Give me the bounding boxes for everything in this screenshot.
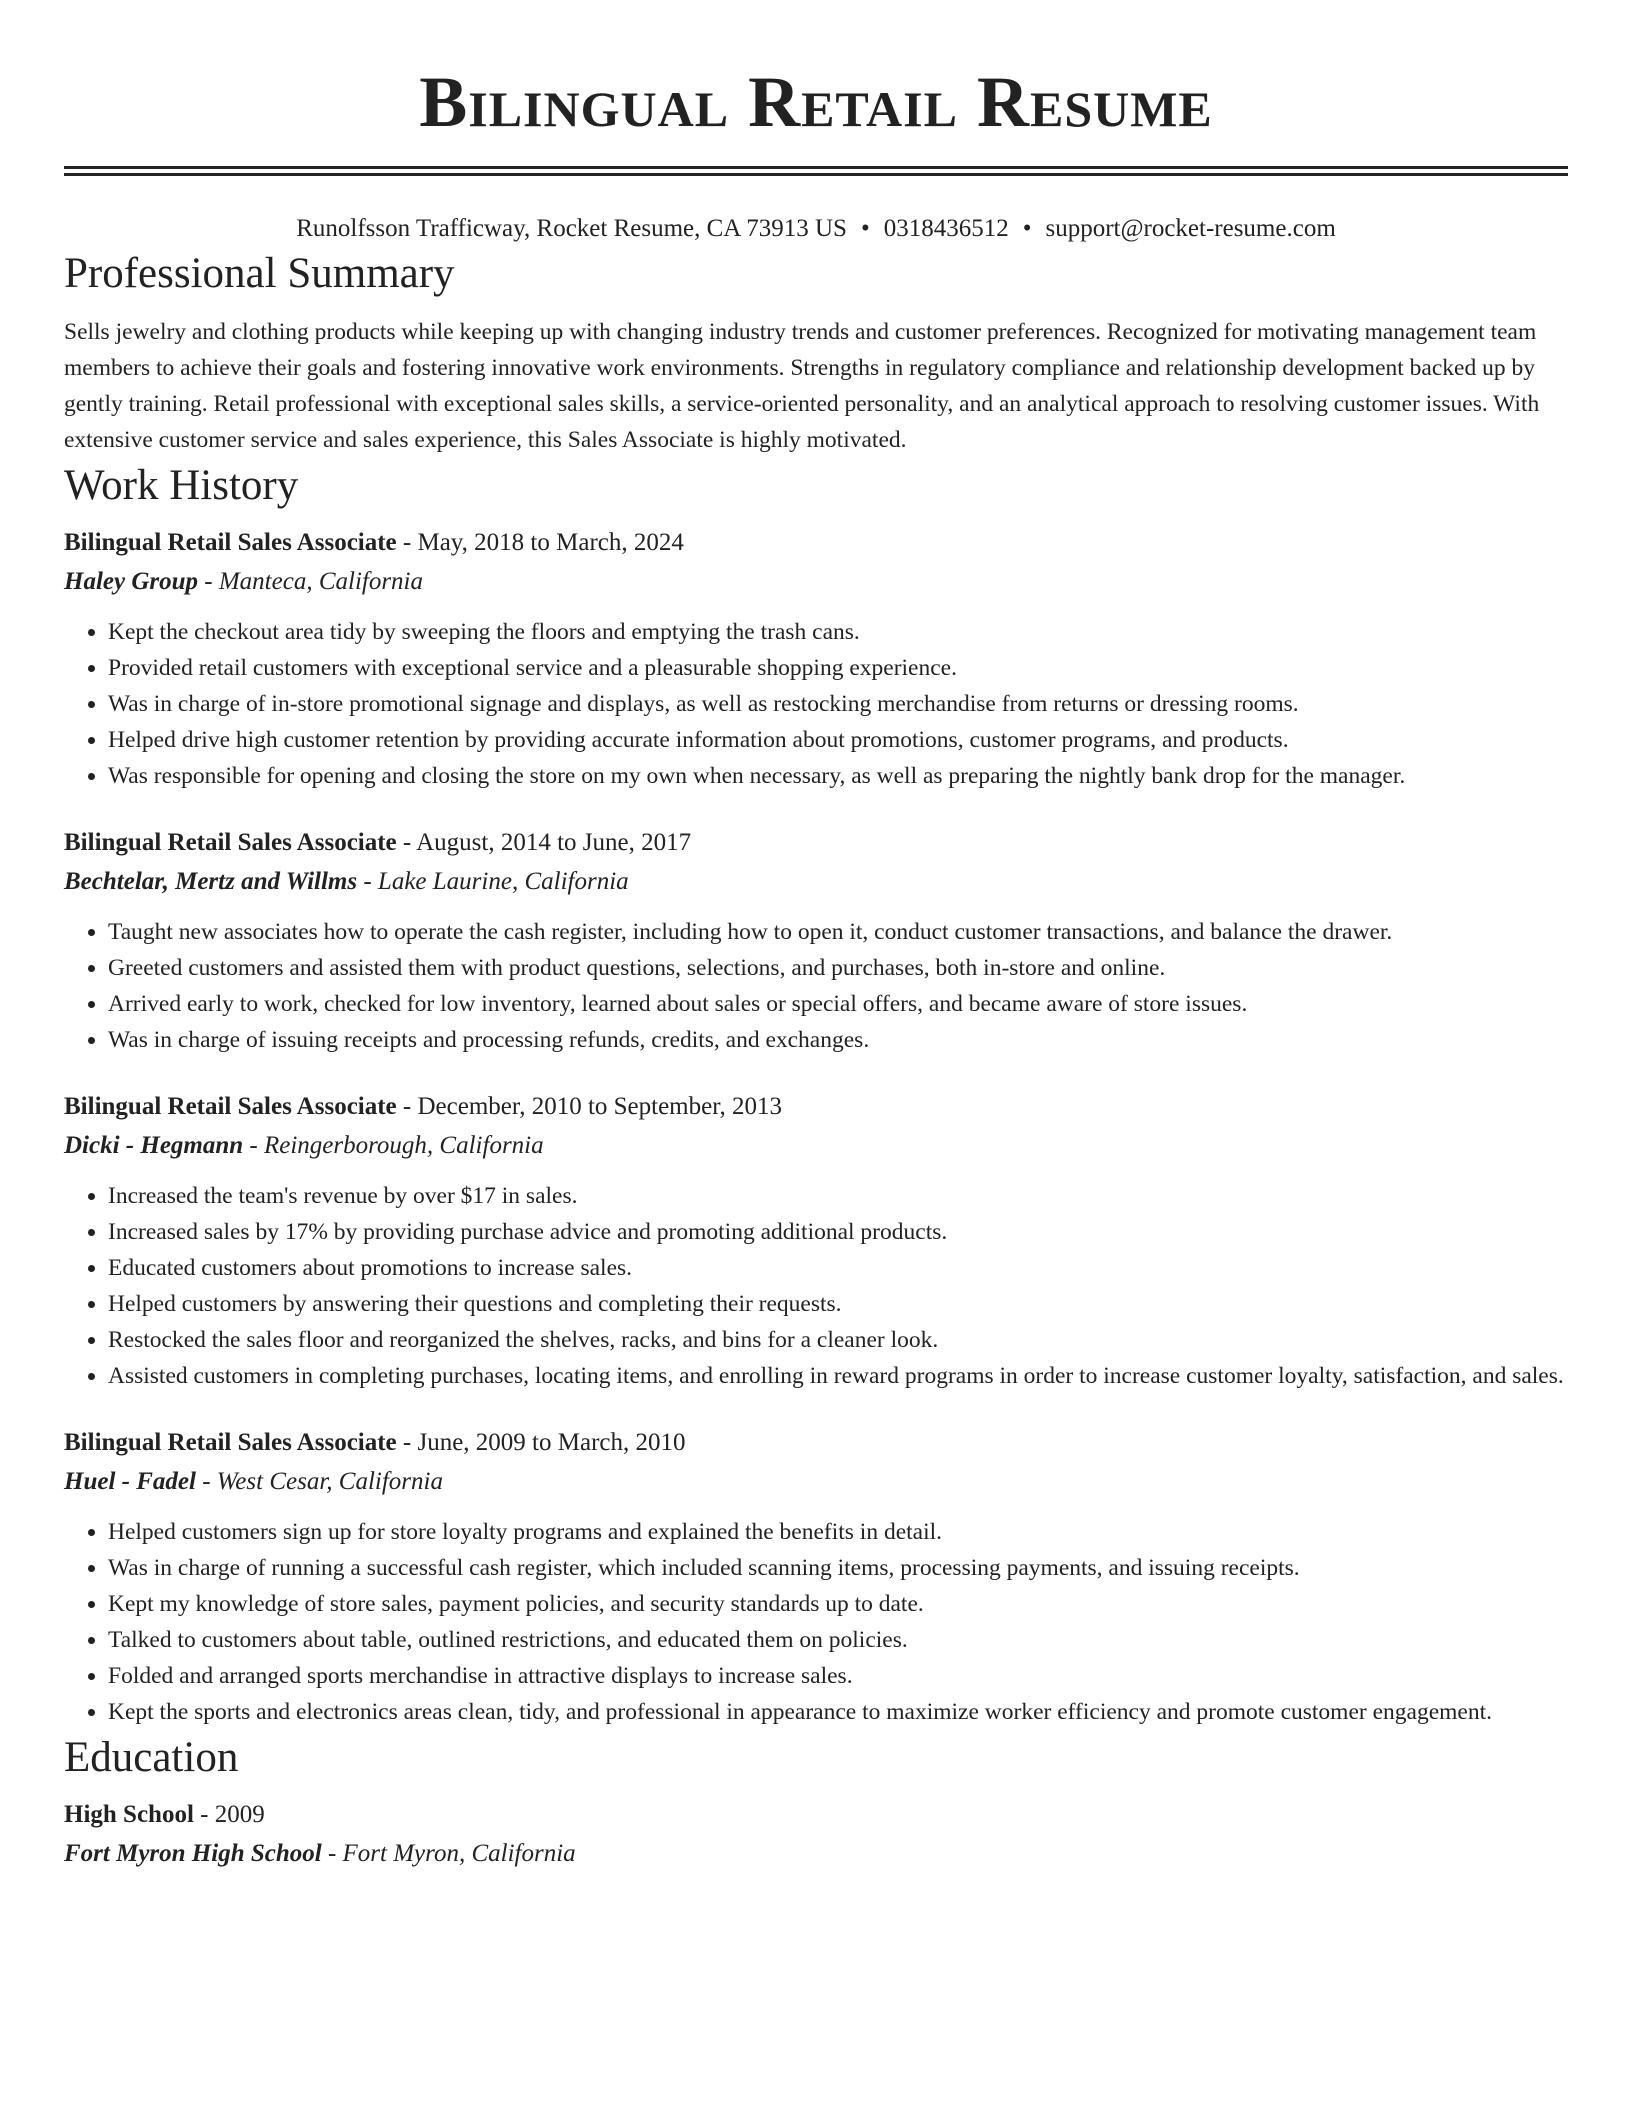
job-duty-item: • Greeted customers and assisted them with product questions, selections, and purchases, both in-store and online. — [108, 950, 1568, 986]
job-entry — [64, 1424, 1568, 1730]
job-location: - West Cesar, California — [195, 1468, 443, 1495]
job-entry — [64, 824, 1568, 1058]
job-duty-item: • Was in charge of in-store promotional signage and displays, as well as restocking merchandise from returns or dressing rooms. — [108, 686, 1568, 722]
job-duty-item: • Helped drive high customer retention by providing accurate information about promotions, customer programs, and products. — [108, 722, 1568, 758]
job-location: - Manteca, California — [198, 568, 424, 595]
job-title-line — [64, 824, 1568, 862]
education-location: - Fort Myron, California — [321, 1840, 576, 1867]
job-title: Bilingual Retail Sales Associate — [64, 1093, 397, 1120]
job-dates: - June, 2009 to March, 2010 — [396, 1429, 686, 1456]
job-duty-item: • Helped customers sign up for store loyalty programs and explained the benefits in detail. — [108, 1514, 1568, 1550]
job-company-line — [64, 1126, 1568, 1166]
job-duty-item: • Was in charge of issuing receipts and processing refunds, credits, and exchanges. — [108, 1022, 1568, 1058]
education-school: Fort Myron High School — [64, 1840, 322, 1867]
job-duty-item: • Arrived early to work, checked for low inventory, learned about sales or special offers, and became aware of store issues. — [108, 986, 1568, 1022]
job-entry — [64, 1088, 1568, 1394]
contact-separator: • — [1022, 215, 1032, 242]
job-title: Bilingual Retail Sales Associate — [64, 529, 397, 556]
job-duty-item: • Increased sales by 17% by providing purchase advice and promoting additional products. — [108, 1214, 1568, 1250]
job-title: Bilingual Retail Sales Associate — [64, 829, 397, 856]
education-year: - 2009 — [193, 1801, 265, 1828]
job-duty-item: • Folded and arranged sports merchandise in attractive displays to increase sales. — [108, 1658, 1568, 1694]
job-duty-item: • Kept my knowledge of store sales, payment policies, and security standards up to date. — [108, 1586, 1568, 1622]
job-duty-item: • Was responsible for opening and closing the store on my own when necessary, as well as preparing the nightly bank drop for the manager. — [108, 758, 1568, 794]
contact-address: Runolfsson Trafficway, Rocket Resume, CA 73913 US — [296, 215, 847, 242]
job-duty-item: • Kept the checkout area tidy by sweeping the floors and emptying the trash cans. — [108, 614, 1568, 650]
job-company-line — [64, 1462, 1568, 1502]
job-location: - Reingerborough, California — [243, 1132, 544, 1159]
summary-heading: Professional Summary — [64, 250, 455, 297]
contact-separator: • — [860, 215, 870, 242]
job-duty-item: • Restocked the sales floor and reorganized the shelves, racks, and bins for a cleaner look. — [108, 1322, 1568, 1358]
contact-phone: 0318436512 — [883, 215, 1009, 242]
job-duty-item: • Assisted customers in completing purchases, locating items, and enrolling in reward programs in order to increase customer loyalty, satisfaction, and sales. — [108, 1358, 1568, 1394]
job-company: Dicki - Hegmann — [64, 1132, 244, 1159]
job-duty-item: • Provided retail customers with exceptional service and a pleasurable shopping experience. — [108, 650, 1568, 686]
job-company: Haley Group — [64, 568, 199, 595]
contact-line — [64, 212, 1568, 246]
education-degree: High School — [64, 1801, 194, 1828]
job-duty-item: • Educated customers about promotions to increase sales. — [108, 1250, 1568, 1286]
education-degree-line — [64, 1796, 1568, 1834]
job-entry — [64, 524, 1568, 794]
job-company: Huel - Fadel — [64, 1468, 196, 1495]
job-location: - Lake Laurine, California — [357, 868, 629, 895]
job-company: Bechtelar, Mertz and Willms — [64, 868, 358, 895]
job-duties-list — [64, 1514, 1568, 1730]
job-duties-list — [64, 914, 1568, 1058]
job-duty-item: • Increased the team's revenue by over $17 in sales. — [108, 1178, 1568, 1214]
job-company-line — [64, 562, 1568, 602]
job-title-line — [64, 1424, 1568, 1462]
job-duty-item: • Was in charge of running a successful cash register, which included scanning items, processing payments, and issuing receipts. — [108, 1550, 1568, 1586]
job-duties-list — [64, 614, 1568, 794]
job-duty-item: • Taught new associates how to operate the cash register, including how to open it, conduct customer transactions, and balance the drawer. — [108, 914, 1568, 950]
title-divider — [64, 166, 1568, 176]
job-duty-item: • Kept the sports and electronics areas clean, tidy, and professional in appearance to maximize worker efficiency and promote customer engagement. — [108, 1694, 1568, 1730]
job-title-line — [64, 524, 1568, 562]
summary-text: Sells jewelry and clothing products while keeping up with changing industry trends and customer preferences. Recognized for motivating management team members to achieve their goals and fostering innovative work environments. Strengths in regulatory compliance and relationship development backed up by gently training. Retail professional with exceptional sales skills, a service-oriented personality, and an analytical approach to resolving customer issues. With extensive customer service and sales experience, this Sales Associate is highly motivated. — [64, 319, 1540, 453]
education-entry — [64, 1796, 1568, 1874]
work-history-list — [64, 524, 1568, 1730]
job-dates: - December, 2010 to September, 2013 — [396, 1093, 783, 1120]
education-school-line — [64, 1834, 1568, 1874]
work-history-heading: Work History — [64, 462, 299, 509]
job-title: Bilingual Retail Sales Associate — [64, 1429, 397, 1456]
job-title-line — [64, 1088, 1568, 1126]
job-duty-item: • Talked to customers about table, outlined restrictions, and educated them on policies. — [108, 1622, 1568, 1658]
page-title: Bilingual Retail Resume — [419, 62, 1213, 142]
education-heading: Education — [64, 1734, 239, 1781]
resume-page — [64, 0, 1568, 1874]
job-duties-list — [64, 1178, 1568, 1394]
job-company-line — [64, 862, 1568, 902]
job-dates: - May, 2018 to March, 2024 — [396, 529, 684, 556]
contact-email: support@rocket-resume.com — [1045, 215, 1336, 242]
job-duty-item: • Helped customers by answering their questions and completing their requests. — [108, 1286, 1568, 1322]
job-dates: - August, 2014 to June, 2017 — [396, 829, 692, 856]
